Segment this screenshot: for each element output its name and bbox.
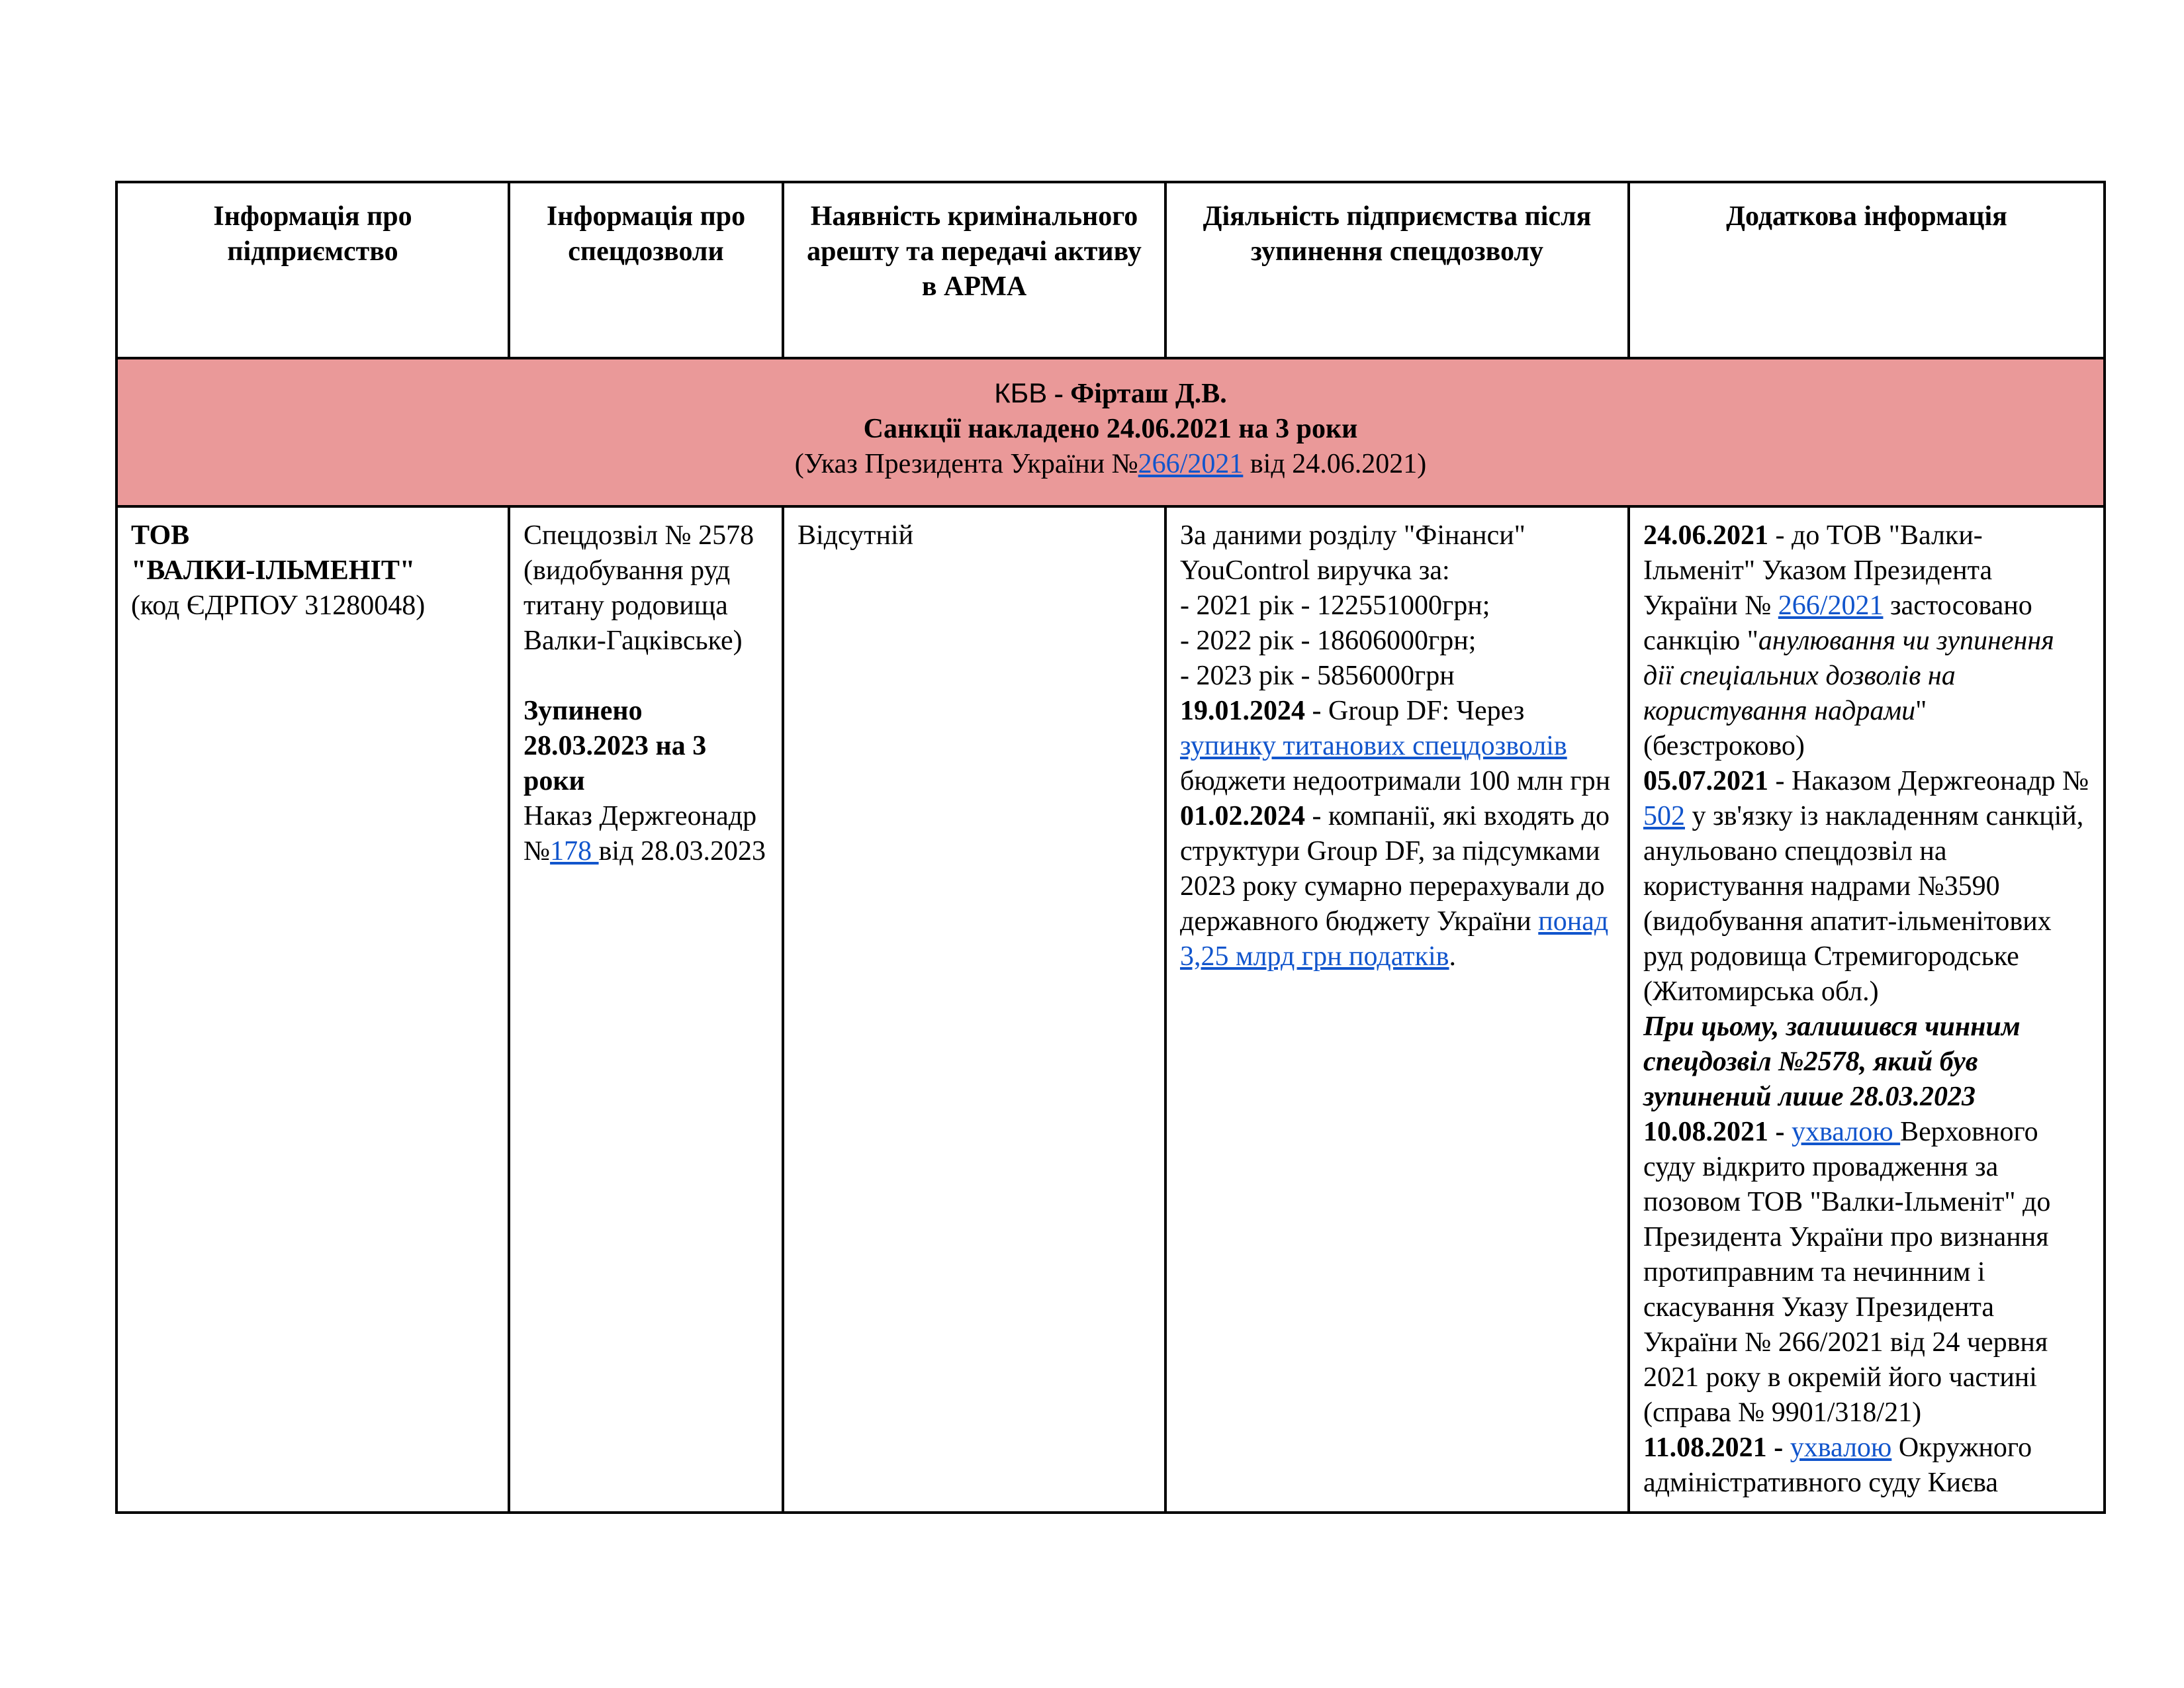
- permits-cell: [509, 506, 783, 1513]
- revenue-2023: - 2023 рік - 5856000грн: [1180, 661, 1455, 691]
- permit-gap: [523, 659, 768, 694]
- order-502-link[interactable]: 502: [1643, 801, 1685, 831]
- additional-entry-4: [1643, 1430, 2090, 1501]
- entry-date: 05.07.2021: [1643, 766, 1768, 796]
- order-prefix: Наказ Держгеонадр №: [523, 801, 757, 867]
- company-cell: [116, 506, 509, 1513]
- entry-text: - компанії, які входять до структури Group DF, за підсумками 2023 року сумарно перерахували до державного бюджету України: [1180, 801, 1610, 937]
- header-company: Інформація про підприємство: [116, 182, 509, 358]
- arrest-cell: [783, 506, 1165, 1513]
- header-permits: Інформація про спецдозволи: [509, 182, 783, 358]
- company-code: (код ЄДРПОУ 31280048): [131, 590, 426, 621]
- arrest-text: Відсутній: [797, 520, 914, 551]
- entry-text: Верховного суду відкрито провадження за позовом ТОВ "Валки-Ільменіт" до Президента України про визнання протиправним та нечинним і скасування Указу Президента України № 266/2021 від 24 червня 2021 року в окремій його частині (справа № 9901/318/21): [1643, 1117, 2051, 1428]
- section-dash: -: [1047, 379, 1071, 409]
- additional-note: При цьому, залишився чинним спецдозвіл №2578, який був зупинений лише 28.03.2023: [1643, 1011, 2021, 1112]
- table-row: [116, 506, 2105, 1513]
- entry-dash: -: [1766, 1432, 1790, 1463]
- header-additional: Додаткова інформація: [1629, 182, 2105, 358]
- entry-dash: -: [1768, 1117, 1792, 1147]
- additional-entry-2: [1643, 764, 2090, 1009]
- permit-order: [523, 799, 768, 869]
- ruling-link[interactable]: ухвалою: [1792, 1117, 1901, 1147]
- sanctions-table: [115, 181, 2106, 1514]
- entry-text: .: [1449, 941, 1457, 972]
- entry-italic: анулювання чи зупинення дії спеціальних дозволів на користування надрами: [1643, 626, 2054, 726]
- decree-prefix: (Указ Президента України №: [794, 449, 1138, 479]
- decree-link[interactable]: 266/2021: [1778, 590, 1884, 621]
- activity-intro: За даними розділу "Фінанси" YouControl виручка за:: [1180, 520, 1525, 586]
- entry-date: 01.02.2024: [1180, 801, 1305, 831]
- header-row: [116, 182, 2105, 358]
- entry-text: бюджети недоотримали 100 млн грн: [1180, 766, 1611, 796]
- entry-date: 11.08.2021: [1643, 1432, 1767, 1463]
- header-activity: Діяльність підприємства після зупинення спецдозволу: [1165, 182, 1629, 358]
- company-name-line1: ТОВ: [131, 520, 190, 551]
- entry-date: 24.06.2021: [1643, 520, 1768, 551]
- entry-text: у зв'язку із накладенням санкцій, анульовано спецдозвіл на користування надрами №3590 (видобування апатит-ільменітових руд родовища Стремигородське (Житомирська обл.): [1643, 801, 2084, 1007]
- order-link[interactable]: 178: [550, 836, 599, 867]
- entry-date: 19.01.2024: [1180, 696, 1305, 726]
- entry-date: 10.08.2021: [1643, 1117, 1768, 1147]
- section-cell: [116, 358, 2105, 506]
- header-arrest: Наявність кримінального арешту та передачі активу в АРМА: [783, 182, 1165, 358]
- section-person: Фірташ Д.В.: [1070, 379, 1227, 409]
- company-name-line2: "ВАЛКИ-ІЛЬМЕНІТ": [131, 555, 416, 586]
- entry-text: - до ТОВ "Валки-Ільменіт" Указом Президента України №: [1643, 520, 1993, 621]
- additional-entry-1: [1643, 518, 2090, 764]
- permit-text: Спецдозвіл № 2578 (видобування руд титану родовища Валки-Гацківське): [523, 520, 754, 656]
- activity-entry-1: [1180, 694, 1614, 799]
- activity-entry-2: [1180, 799, 1614, 974]
- entry-text: - Group DF: Через: [1305, 696, 1525, 726]
- taxes-link[interactable]: понад 3,25 млрд грн податків: [1180, 906, 1609, 972]
- entry-text: - Наказом Держгеонадр №: [1768, 766, 2089, 796]
- revenue-2021: - 2021 рік - 122551000грн;: [1180, 590, 1490, 621]
- section-row: [116, 358, 2105, 506]
- order-suffix: від 28.03.2023: [598, 836, 766, 867]
- additional-entry-3: [1643, 1115, 2090, 1430]
- decree-link[interactable]: 266/2021: [1138, 449, 1244, 479]
- entry-text: застосовано санкцію ": [1643, 590, 2032, 656]
- ruling-link[interactable]: ухвалою: [1790, 1432, 1892, 1463]
- entry-text: Окружного адміністративного суду Києва: [1643, 1432, 2032, 1498]
- revenue-2022: - 2022 рік - 18606000грн;: [1180, 626, 1477, 656]
- decree-suffix: від 24.06.2021): [1243, 449, 1427, 479]
- section-title: [131, 375, 2090, 412]
- section-decree: [131, 447, 2090, 482]
- titanium-permits-link[interactable]: зупинку титанових спецдозволів: [1180, 731, 1567, 761]
- section-sanctions: Санкції накладено 24.06.2021 на 3 роки: [863, 414, 1358, 444]
- activity-cell: [1165, 506, 1629, 1513]
- permit-suspended: Зупинено 28.03.2023 на 3 роки: [523, 696, 707, 796]
- section-code: КБВ: [994, 377, 1048, 408]
- additional-cell: [1629, 506, 2105, 1513]
- entry-text: " (безстроково): [1643, 696, 1927, 761]
